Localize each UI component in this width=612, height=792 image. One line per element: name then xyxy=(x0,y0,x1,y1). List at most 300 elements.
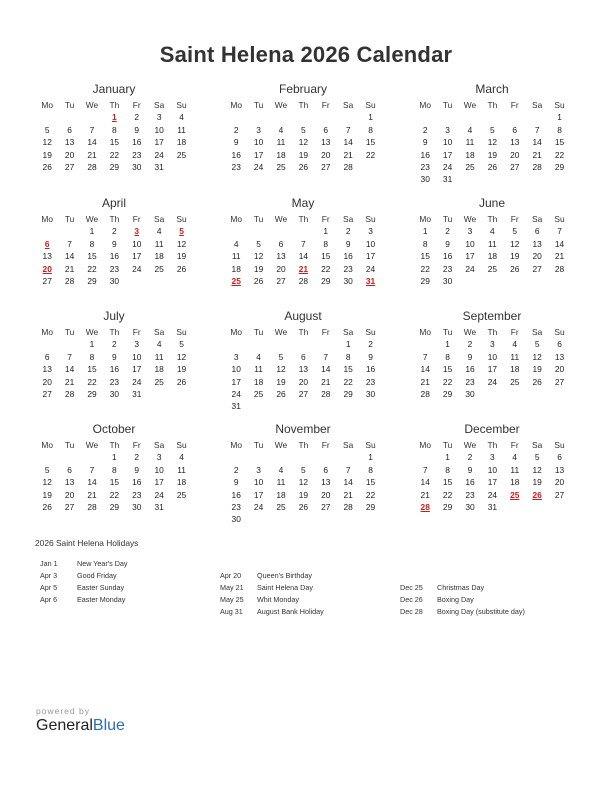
day: 15 xyxy=(365,137,376,148)
day: 11 xyxy=(465,137,475,148)
day: 4 xyxy=(156,339,162,350)
day: 1 xyxy=(368,112,373,123)
day: 15 xyxy=(365,477,376,488)
day: 15 xyxy=(87,364,97,375)
holiday-date: May 25 xyxy=(220,595,244,604)
day: 27 xyxy=(64,161,75,172)
weekday-header: Su xyxy=(176,327,187,337)
day: 31 xyxy=(487,501,498,512)
day: 13 xyxy=(276,251,286,262)
holiday-name: Whit Monday xyxy=(257,595,299,604)
day: 15 xyxy=(420,251,430,262)
weekday-header: Su xyxy=(365,440,376,450)
day: 14 xyxy=(554,238,565,249)
day: 31 xyxy=(231,401,241,412)
day: 1 xyxy=(89,226,95,237)
month-october xyxy=(36,422,192,513)
day: 24 xyxy=(487,489,498,500)
day: 15 xyxy=(343,364,353,375)
weekday-header: Fr xyxy=(321,327,330,337)
day: 19 xyxy=(298,489,309,500)
day: 23 xyxy=(343,263,353,274)
day: 30 xyxy=(109,388,120,399)
day: 14 xyxy=(420,477,430,488)
day: 24 xyxy=(442,161,453,172)
empty-day xyxy=(225,451,247,463)
day: 9 xyxy=(233,137,239,148)
day: 23 xyxy=(442,263,453,274)
day: 8 xyxy=(112,124,117,135)
weekday-header: Th xyxy=(109,440,120,450)
day: 22 xyxy=(365,149,376,160)
day: 24 xyxy=(253,501,264,512)
day: 15 xyxy=(109,137,120,148)
day: 25 xyxy=(510,376,520,387)
day: 17 xyxy=(465,251,475,262)
weekday-header: Th xyxy=(298,100,309,110)
day: 11 xyxy=(154,351,164,362)
weekday-header: Mo xyxy=(41,440,54,450)
day: 25 xyxy=(465,161,475,172)
holiday-date: Apr 3 xyxy=(40,571,58,580)
day: 30 xyxy=(132,501,142,512)
month-days-grid xyxy=(36,439,192,513)
day: 26 xyxy=(176,376,187,387)
holiday-name: Good Friday xyxy=(77,571,117,580)
empty-day xyxy=(247,225,269,237)
month-name: April xyxy=(101,196,126,210)
day: 17 xyxy=(487,477,498,488)
day: 9 xyxy=(467,351,473,362)
weekday-header: We xyxy=(463,440,477,450)
day: 28 xyxy=(343,501,353,512)
day: 7 xyxy=(67,351,72,362)
empty-day xyxy=(270,111,292,123)
day: 17 xyxy=(442,149,453,160)
day: 20 xyxy=(321,149,331,160)
weekday-header: Sa xyxy=(532,440,543,450)
day: 4 xyxy=(156,226,162,237)
weekday-header: Tu xyxy=(64,440,75,450)
empty-day xyxy=(292,225,314,237)
day: 10 xyxy=(132,351,142,362)
day: 10 xyxy=(154,464,164,475)
day: 22 xyxy=(321,263,331,274)
holiday-item xyxy=(40,594,220,606)
weekday-header: Th xyxy=(487,327,498,337)
day: 24 xyxy=(253,161,264,172)
day: 14 xyxy=(87,137,97,148)
day: 6 xyxy=(278,238,284,249)
day: 5 xyxy=(256,238,261,249)
holiday-item xyxy=(40,582,220,594)
day: 7 xyxy=(323,351,329,362)
day: 2 xyxy=(368,339,373,350)
weekday-header: Mo xyxy=(230,440,243,450)
generalblue-logo xyxy=(36,706,125,735)
day: 23 xyxy=(231,161,241,172)
day: 19 xyxy=(276,376,286,387)
day: 14 xyxy=(420,364,430,375)
day: 4 xyxy=(278,124,284,135)
day: 3 xyxy=(256,464,261,475)
day: 25 xyxy=(154,263,164,274)
empty-day xyxy=(337,111,359,123)
weekday-header: Sa xyxy=(343,214,354,224)
day: 21 xyxy=(554,251,565,262)
weekday-header: Fr xyxy=(321,440,330,450)
day: 8 xyxy=(89,238,95,249)
weekday-header: Mo xyxy=(41,327,54,337)
day: 27 xyxy=(532,263,542,274)
day: 1 xyxy=(368,452,373,463)
day: 22 xyxy=(109,489,120,500)
weekday-header: Fr xyxy=(510,327,519,337)
empty-day xyxy=(504,111,526,123)
weekday-header: Sa xyxy=(532,214,543,224)
day: 19 xyxy=(532,477,542,488)
day: 11 xyxy=(488,238,497,249)
weekday-header: We xyxy=(463,327,477,337)
holiday-item xyxy=(400,606,580,618)
day: 19 xyxy=(176,364,187,375)
day: 27 xyxy=(276,275,286,286)
day: 14 xyxy=(64,251,75,262)
weekday-header: Su xyxy=(176,440,187,450)
weekday-header: Fr xyxy=(510,100,519,110)
weekday-header: We xyxy=(85,440,99,450)
holiday-day: 1 xyxy=(112,112,117,123)
day: 5 xyxy=(179,339,184,350)
day: 4 xyxy=(179,112,184,123)
day: 13 xyxy=(298,364,309,375)
day: 31 xyxy=(442,174,453,185)
day: 31 xyxy=(154,501,164,512)
day: 15 xyxy=(109,477,120,488)
month-days-grid xyxy=(225,326,381,413)
day: 30 xyxy=(132,161,142,172)
day: 23 xyxy=(132,489,142,500)
day: 20 xyxy=(64,149,75,160)
day: 15 xyxy=(442,477,453,488)
weekday-header: Tu xyxy=(253,214,264,224)
day: 14 xyxy=(87,477,97,488)
day: 8 xyxy=(368,124,373,135)
day: 4 xyxy=(490,226,495,237)
day: 18 xyxy=(510,477,520,488)
day: 4 xyxy=(512,452,518,463)
holiday-date: Jan 1 xyxy=(40,559,58,568)
day: 20 xyxy=(554,477,565,488)
day: 1 xyxy=(445,339,450,350)
holiday-day: 25 xyxy=(231,275,241,286)
day: 27 xyxy=(510,161,520,172)
weekday-header: We xyxy=(463,100,477,110)
weekday-header: Th xyxy=(298,214,309,224)
day: 13 xyxy=(554,351,565,362)
day: 31 xyxy=(154,161,164,172)
day: 2 xyxy=(134,452,140,463)
day: 28 xyxy=(87,161,97,172)
weekday-header: Sa xyxy=(343,100,354,110)
day: 10 xyxy=(442,137,453,148)
day: 16 xyxy=(132,477,142,488)
day: 10 xyxy=(154,124,164,135)
holiday-name: Boxing Day (substitute day) xyxy=(437,607,525,616)
holiday-item xyxy=(400,594,580,606)
day: 27 xyxy=(42,275,52,286)
brand-general: General xyxy=(36,717,93,734)
month-name: December xyxy=(464,422,520,436)
day: 9 xyxy=(112,238,117,249)
day: 12 xyxy=(276,364,286,375)
weekday-header: Su xyxy=(365,327,376,337)
day: 14 xyxy=(64,364,75,375)
month-days-grid xyxy=(36,326,192,400)
day: 28 xyxy=(64,388,75,399)
weekday-header: Su xyxy=(365,100,376,110)
month-may xyxy=(225,196,381,287)
day: 14 xyxy=(321,364,331,375)
empty-day xyxy=(58,338,80,350)
day: 5 xyxy=(301,124,306,135)
day: 24 xyxy=(132,376,142,387)
day: 13 xyxy=(42,251,52,262)
day: 10 xyxy=(487,464,498,475)
holiday-item xyxy=(220,594,400,606)
empty-day xyxy=(270,338,292,350)
weekday-header: Fr xyxy=(510,440,519,450)
month-september xyxy=(414,309,570,400)
day: 15 xyxy=(442,364,453,375)
day: 5 xyxy=(490,124,495,135)
empty-day xyxy=(225,225,247,237)
month-days-grid xyxy=(225,439,381,526)
weekday-header: We xyxy=(274,100,288,110)
day: 12 xyxy=(42,137,52,148)
day: 12 xyxy=(176,238,187,249)
day: 11 xyxy=(154,238,164,249)
day: 11 xyxy=(177,464,186,475)
day: 27 xyxy=(298,388,309,399)
day: 21 xyxy=(343,489,353,500)
day: 18 xyxy=(487,251,498,262)
day: 29 xyxy=(442,501,453,512)
day: 12 xyxy=(298,477,309,488)
empty-day xyxy=(36,225,58,237)
holiday-column-2 xyxy=(220,570,400,618)
day: 8 xyxy=(445,351,450,362)
empty-day xyxy=(247,451,269,463)
empty-day xyxy=(414,338,436,350)
day: 1 xyxy=(89,339,95,350)
holiday-day: 31 xyxy=(365,275,376,286)
day: 7 xyxy=(67,238,72,249)
weekday-header: Tu xyxy=(442,327,453,337)
day: 6 xyxy=(557,339,562,350)
day: 7 xyxy=(557,226,562,237)
day: 27 xyxy=(42,388,52,399)
day: 16 xyxy=(442,251,453,262)
day: 23 xyxy=(109,376,120,387)
empty-day xyxy=(526,111,548,123)
day: 31 xyxy=(132,388,142,399)
holiday-column-3 xyxy=(400,582,580,618)
empty-day xyxy=(58,111,80,123)
month-name: November xyxy=(275,422,331,436)
day: 16 xyxy=(132,137,142,148)
empty-day xyxy=(459,111,481,123)
empty-day xyxy=(315,451,337,463)
day: 23 xyxy=(465,376,475,387)
weekday-header: Tu xyxy=(253,100,264,110)
day: 21 xyxy=(532,149,542,160)
empty-day xyxy=(247,111,269,123)
day: 16 xyxy=(365,364,376,375)
day: 22 xyxy=(554,149,565,160)
weekday-header: Mo xyxy=(419,214,432,224)
day: 26 xyxy=(42,501,52,512)
empty-day xyxy=(481,111,503,123)
day: 7 xyxy=(89,124,95,135)
day: 9 xyxy=(445,238,450,249)
day: 13 xyxy=(554,464,565,475)
day: 21 xyxy=(87,489,97,500)
day: 17 xyxy=(365,251,376,262)
weekday-header: Tu xyxy=(442,100,453,110)
day: 7 xyxy=(89,464,95,475)
day: 2 xyxy=(233,464,239,475)
holiday-date: Aug 31 xyxy=(220,607,243,616)
holiday-day: 20 xyxy=(42,263,52,274)
day: 16 xyxy=(465,364,475,375)
day: 4 xyxy=(278,464,284,475)
month-name: September xyxy=(462,309,522,323)
day: 6 xyxy=(534,226,540,237)
day: 24 xyxy=(487,376,498,387)
day: 26 xyxy=(510,263,520,274)
day: 3 xyxy=(368,226,373,237)
day: 9 xyxy=(467,464,473,475)
day: 8 xyxy=(422,238,428,249)
day: 29 xyxy=(554,161,565,172)
empty-day xyxy=(225,111,247,123)
day: 7 xyxy=(422,351,428,362)
weekday-header: Fr xyxy=(132,100,141,110)
holiday-date: Apr 5 xyxy=(40,583,58,592)
day: 22 xyxy=(343,376,353,387)
day: 10 xyxy=(253,477,264,488)
holiday-date: May 21 xyxy=(220,583,244,592)
empty-day xyxy=(414,451,436,463)
day: 2 xyxy=(467,339,473,350)
day: 10 xyxy=(487,351,498,362)
day: 23 xyxy=(365,376,376,387)
day: 28 xyxy=(87,501,97,512)
month-days-grid xyxy=(36,213,192,287)
month-days-grid xyxy=(36,99,192,173)
day: 18 xyxy=(154,364,164,375)
empty-day xyxy=(58,451,80,463)
day: 6 xyxy=(44,351,50,362)
empty-day xyxy=(292,451,314,463)
weekday-header: Th xyxy=(487,100,498,110)
weekday-header: We xyxy=(85,100,99,110)
weekday-header: Mo xyxy=(230,327,243,337)
day: 4 xyxy=(256,351,261,362)
day: 26 xyxy=(298,161,309,172)
holiday-item xyxy=(220,606,400,618)
empty-day xyxy=(315,111,337,123)
weekday-header: Su xyxy=(176,214,187,224)
empty-day xyxy=(315,338,337,350)
day: 28 xyxy=(532,161,542,172)
day: 21 xyxy=(64,263,75,274)
day: 24 xyxy=(465,263,475,274)
day: 16 xyxy=(420,149,430,160)
day: 27 xyxy=(554,376,565,387)
weekday-header: Mo xyxy=(41,214,54,224)
day: 3 xyxy=(156,452,162,463)
day: 3 xyxy=(156,112,162,123)
day: 25 xyxy=(176,489,187,500)
day: 5 xyxy=(534,339,540,350)
day: 17 xyxy=(253,149,264,160)
day: 26 xyxy=(276,388,286,399)
weekday-header: Th xyxy=(109,214,120,224)
day: 30 xyxy=(231,514,241,525)
day: 2 xyxy=(134,112,140,123)
weekday-header: We xyxy=(85,327,99,337)
day: 14 xyxy=(532,137,542,148)
day: 13 xyxy=(42,364,52,375)
day: 7 xyxy=(301,238,306,249)
weekday-header: Tu xyxy=(64,214,75,224)
day: 18 xyxy=(154,251,164,262)
weekday-header: Th xyxy=(298,440,309,450)
weekday-header: Th xyxy=(487,214,498,224)
day: 12 xyxy=(298,137,309,148)
day: 9 xyxy=(422,137,428,148)
day: 23 xyxy=(109,263,120,274)
day: 6 xyxy=(512,124,518,135)
weekday-header: Tu xyxy=(253,440,264,450)
day: 17 xyxy=(154,137,164,148)
empty-day xyxy=(270,225,292,237)
day: 9 xyxy=(345,238,351,249)
day: 5 xyxy=(512,226,518,237)
day: 25 xyxy=(276,501,286,512)
day: 2 xyxy=(345,226,351,237)
weekday-header: Th xyxy=(298,327,309,337)
holiday-name: August Bank Holiday xyxy=(257,607,324,616)
day: 3 xyxy=(233,351,239,362)
day: 19 xyxy=(298,149,309,160)
day: 8 xyxy=(323,238,329,249)
month-december xyxy=(414,422,570,513)
day: 19 xyxy=(42,489,52,500)
holiday-name: Boxing Day xyxy=(437,595,474,604)
day: 28 xyxy=(420,388,430,399)
day: 25 xyxy=(176,149,187,160)
day: 3 xyxy=(490,339,495,350)
weekday-header: Tu xyxy=(64,100,75,110)
day: 11 xyxy=(276,137,286,148)
day: 19 xyxy=(253,263,264,274)
day: 22 xyxy=(87,376,97,387)
month-june xyxy=(414,196,570,287)
month-days-grid xyxy=(225,213,381,287)
